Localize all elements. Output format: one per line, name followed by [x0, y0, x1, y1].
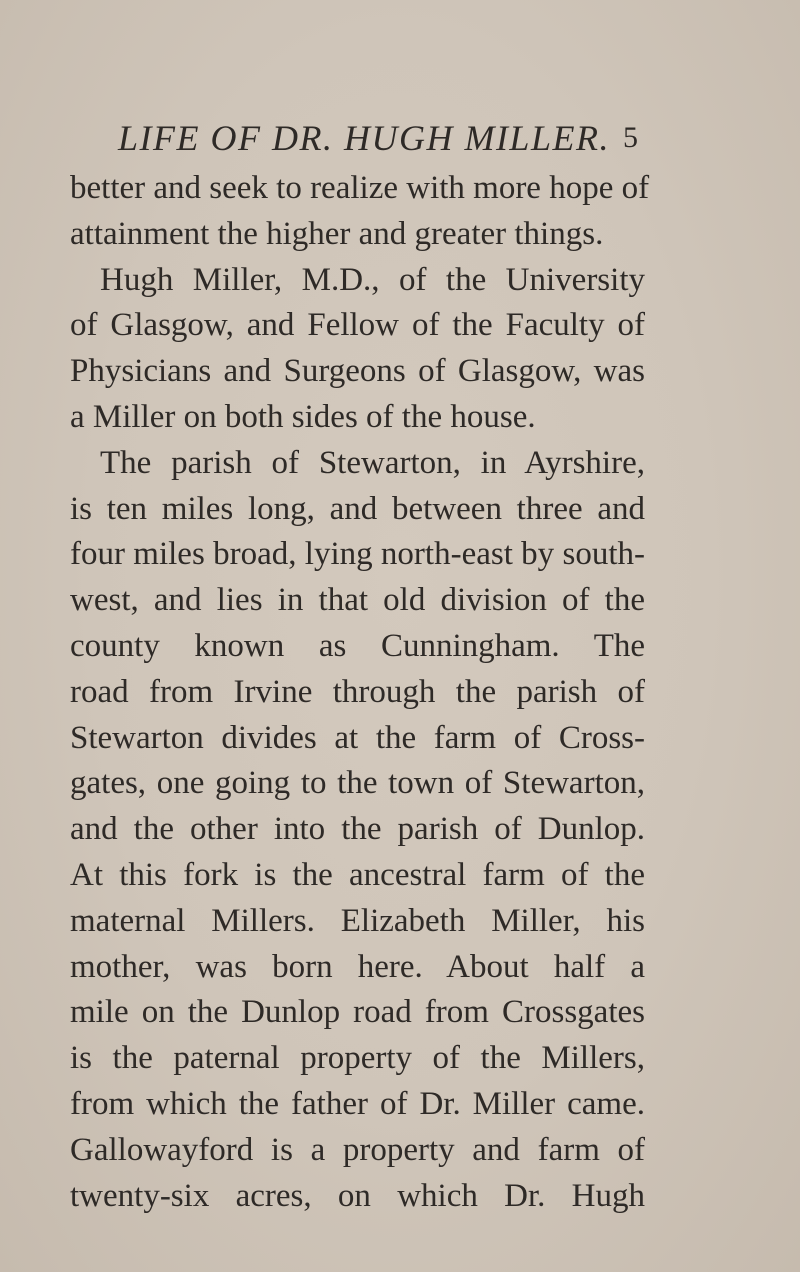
running-head: [118, 118, 638, 158]
page-number: 5: [623, 121, 638, 154]
text-line: Hugh Miller, M.D., of the University: [100, 261, 645, 298]
text-line: Physicians and Surgeons of Glasgow, was: [70, 353, 645, 390]
text-line: is the paternal property of the Millers,: [70, 1040, 645, 1077]
body-text: [70, 166, 650, 1219]
text-line: At this fork is the ancestral farm of the: [70, 856, 645, 893]
text-line: attainment the higher and greater things.: [70, 215, 604, 252]
text-line: Stewarton divides at the farm of Cross-: [70, 719, 645, 756]
running-title: LIFE OF DR. HUGH MILLER.: [118, 118, 610, 158]
text-line: gates, one going to the town of Stewarton,: [70, 765, 645, 802]
text-line: better and seek to realize with more hope of: [70, 170, 650, 206]
text-line: The parish of Stewarton, in Ayrshire,: [100, 444, 645, 481]
text-line: maternal Millers. Elizabeth Miller, his: [70, 902, 645, 939]
text-line: Gallowayford is a property and farm of: [70, 1131, 645, 1168]
text-line: is ten miles long, and between three and: [70, 490, 645, 527]
text-line: road from Irvine through the parish of: [70, 673, 645, 710]
text-line: four miles broad, lying north-east by south-: [70, 536, 645, 573]
text-line: mother, was born here. About half a: [70, 948, 645, 985]
text-line: and the other into the parish of Dunlop.: [70, 811, 645, 848]
text-line: a Miller on both sides of the house.: [70, 398, 536, 435]
text-line: west, and lies in that old division of the: [70, 582, 645, 619]
text-line: twenty-six acres, on which Dr. Hugh: [70, 1177, 645, 1214]
text-line: county known as Cunningham. The: [70, 627, 645, 664]
text-line: mile on the Dunlop road from Crossgates: [70, 994, 645, 1031]
text-line: from which the father of Dr. Miller came.: [70, 1085, 645, 1122]
text-line: of Glasgow, and Fellow of the Faculty of: [70, 307, 645, 344]
